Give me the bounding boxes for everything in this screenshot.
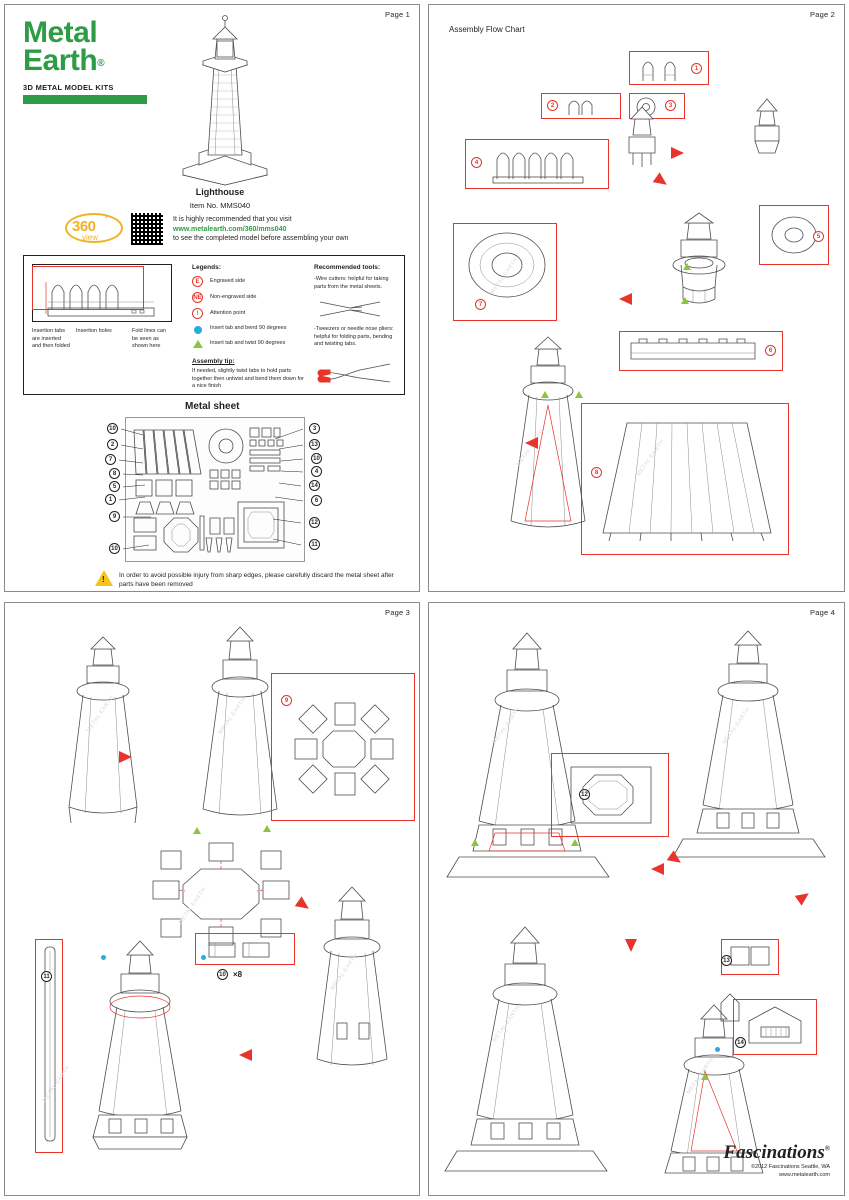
watermark-p3-c: METAL EARTH xyxy=(177,886,208,926)
logo-line-1: Metal xyxy=(23,16,98,49)
step-6-number: 6 xyxy=(765,345,776,356)
step-4-parts xyxy=(491,145,601,185)
flow-arrow-4 xyxy=(525,437,538,449)
sheet-callout-1: 1 xyxy=(105,494,116,505)
view-label: view xyxy=(82,233,99,242)
step-2-parts xyxy=(565,97,597,117)
watermark-p4-a: METAL EARTH xyxy=(491,706,522,746)
watermark-p4-c: METAL EARTH xyxy=(491,1004,522,1044)
step-6-part xyxy=(629,337,757,365)
flow-arrow-3 xyxy=(619,293,632,305)
insertion-holes-label: Insertion holes xyxy=(76,328,112,334)
watermark-p3-d: METAL EARTH xyxy=(41,1064,72,1104)
insertion-tabs-label: Insertion tabs are inserted and then folded xyxy=(32,328,70,349)
legend-title: Legends: xyxy=(192,264,221,271)
engraved-label: Engraved side xyxy=(210,278,246,284)
logo-line-2: Earth xyxy=(23,44,98,77)
website-line: www.metalearth.com xyxy=(778,1171,830,1178)
tower-illustration-p4-c xyxy=(447,921,617,1181)
degree-symbol: ° xyxy=(105,216,108,223)
sheet-callout-13: 13 xyxy=(309,439,320,450)
bend-marker-p4-a xyxy=(715,1047,720,1052)
registered-mark: ® xyxy=(97,58,105,69)
step-10-quantity: ×8 xyxy=(233,970,243,979)
step-1-parts xyxy=(637,55,687,83)
warning-exclamation-icon: ! xyxy=(102,575,105,584)
twist-marker-p2-b xyxy=(575,391,583,398)
step-13-part xyxy=(729,945,771,969)
step-14-number: 14 xyxy=(735,1037,746,1048)
promo-line-2: to see the completed model before assembling your own xyxy=(173,235,349,242)
twist-marker-p3-b xyxy=(263,825,271,832)
step-2-number: 2 xyxy=(547,100,558,111)
step-12-number: 12 xyxy=(579,789,590,800)
tools-title: Recommended tools: xyxy=(314,264,381,271)
sheet-callout-10c: 10 xyxy=(311,453,322,464)
step-4-number: 4 xyxy=(471,157,482,168)
page-3-label: Page 3 xyxy=(385,608,410,617)
logo-tagline: 3D METAL MODEL KITS xyxy=(23,83,114,92)
sheet-callout-2: 2 xyxy=(107,439,118,450)
model-name: Lighthouse xyxy=(195,187,245,197)
sheet-callout-11: 11 xyxy=(309,539,320,550)
tower-illustration-p4-b xyxy=(677,623,827,873)
metal-earth-logo xyxy=(23,16,153,104)
promo-text xyxy=(173,215,403,244)
step-13-number: 13 xyxy=(721,955,732,966)
sheet-callout-14: 14 xyxy=(309,480,320,491)
step-8-number: 8 xyxy=(591,467,602,478)
page-1-label: Page 1 xyxy=(385,10,410,19)
blue-dot-icon xyxy=(194,326,202,334)
copyright-line: ©2012 Fascinations Seattle, WA xyxy=(750,1164,830,1170)
p4-arrow-4 xyxy=(795,888,813,905)
promo-line-1: It is highly recommended that you visit xyxy=(173,216,292,223)
assembly-tip-text: If needed, slightly twist tabs to hold parts together then untwist and bend them down for a nice finish xyxy=(192,368,304,389)
watermark-p3-e: METAL EARTH xyxy=(329,952,360,992)
sheet-callout-10b: 10 xyxy=(109,543,120,554)
tower-illustration-p3-a xyxy=(49,631,159,831)
twist-marker-p4-a xyxy=(471,839,479,846)
step-9-part xyxy=(289,683,407,811)
step-8-part xyxy=(597,417,777,545)
step-5-part xyxy=(769,213,819,257)
page-1 xyxy=(4,4,420,592)
company-registered-mark: ® xyxy=(824,1144,830,1153)
watermark-p2-b: METAL EARTH xyxy=(635,438,666,478)
step-14-part xyxy=(745,1005,809,1049)
attention-badge: ! xyxy=(192,308,203,319)
non-engraved-badge: NE xyxy=(192,292,203,303)
watermark-p4-d: METAL EARTH xyxy=(685,1056,716,1096)
twist-marker-p2-c xyxy=(683,263,691,270)
watermark-p3-b: METAL EARTH xyxy=(217,696,248,736)
sheet-callout-3: 3 xyxy=(309,423,320,434)
sheet-callout-4: 4 xyxy=(311,466,322,477)
watermark-p2-a: METAL EARTH xyxy=(489,256,520,296)
p3-arrow-1 xyxy=(119,751,132,763)
sheet-callout-6: 6 xyxy=(311,495,322,506)
metal-sheet-title: Metal sheet xyxy=(185,401,240,412)
sheet-callout-5: 5 xyxy=(109,481,120,492)
page-4 xyxy=(428,602,845,1196)
engraved-badge: E xyxy=(192,276,203,287)
step-1-number: 1 xyxy=(691,63,702,74)
company-name-text: Fascinations xyxy=(723,1142,825,1163)
lantern-top-illustration xyxy=(747,95,787,167)
watermark-p4-b: METAL EARTH xyxy=(721,706,752,746)
tower-illustration-p3-c xyxy=(73,933,213,1163)
tower-illustration-p3-d xyxy=(293,883,413,1093)
watermark-p3-a: METAL EARTH xyxy=(85,694,116,734)
twist-marker-p2-d xyxy=(681,297,689,304)
p4-arrow-3 xyxy=(625,939,637,952)
logo-bar xyxy=(23,95,147,104)
sheet-callout-8: 8 xyxy=(109,468,120,479)
p3-arrow-3 xyxy=(239,1049,252,1061)
step-10-number: 10 xyxy=(217,969,228,980)
wire-cutters-text: -Wire cutters: helpful for taking parts from the metal sheets. xyxy=(314,276,389,290)
needle-nose-pliers-icon xyxy=(316,358,396,388)
page-2-label: Page 2 xyxy=(810,10,835,19)
360-view-badge xyxy=(65,213,123,247)
step-10-part xyxy=(205,939,275,961)
page-3 xyxy=(4,602,420,1196)
assembly-flow-chart-title: Assembly Flow Chart xyxy=(449,25,525,34)
qr-code-icon xyxy=(129,211,165,247)
step-9-number: 9 xyxy=(281,695,292,706)
sheet-leader-lines xyxy=(103,419,319,559)
warning-text: In order to avoid possible injury from sharp edges, please carefully discard the metal sheet after parts have been removed xyxy=(119,572,394,588)
step-7-number: 7 xyxy=(475,299,486,310)
flow-arrow-1 xyxy=(671,147,684,159)
non-engraved-label: Non-engraved side xyxy=(210,294,257,300)
sheet-callout-9: 9 xyxy=(109,511,120,522)
gallery-assembly-illustration xyxy=(659,213,739,313)
p4-arrow-2 xyxy=(651,863,664,875)
step-3-number: 3 xyxy=(665,100,676,111)
360-number: 360 xyxy=(72,218,96,235)
step-14-aux-part xyxy=(717,991,743,1025)
tower-assembly-illustration xyxy=(489,335,609,555)
pliers-text: -Tweezers or needle nose pliers: helpful for folding parts, bending and twisting tabs. xyxy=(314,326,394,347)
twist-marker-p2-a xyxy=(541,391,549,398)
sheet-callout-12: 12 xyxy=(309,517,320,528)
green-triangle-icon xyxy=(193,340,203,348)
page-4-label: Page 4 xyxy=(810,608,835,617)
watermark-p2-c: METAL EARTH xyxy=(515,428,546,468)
page-2 xyxy=(428,4,845,592)
twist-marker-p4-b xyxy=(571,839,579,846)
tab-diagram-highlight xyxy=(32,266,144,310)
model-item-number: Item No. MMS040 xyxy=(189,201,251,210)
step-5-number: 5 xyxy=(813,231,824,242)
wire-cutters-icon xyxy=(316,296,386,322)
sheet-callout-7: 7 xyxy=(105,454,116,465)
sheet-callout-10a: 10 xyxy=(107,423,118,434)
assembly-tip-title: Assembly tip: xyxy=(192,358,235,365)
promo-url[interactable]: www.metalearth.com/360/mms040 xyxy=(173,225,287,233)
twist-marker-p3-a xyxy=(193,827,201,834)
fascinations-footer xyxy=(723,1142,830,1179)
lighthouse-hero-illustration xyxy=(175,13,275,185)
company-name xyxy=(723,1142,830,1164)
bend-label: Insert tab and bend 90 degrees xyxy=(210,325,287,331)
fold-lines-label: Fold lines can be seen as shown here xyxy=(132,328,166,349)
twist-label: Insert tab and twist 90 degrees xyxy=(210,340,286,346)
step-11-number: 11 xyxy=(41,971,52,982)
legend-panel xyxy=(23,255,405,395)
attention-label: Attention point xyxy=(210,310,246,316)
